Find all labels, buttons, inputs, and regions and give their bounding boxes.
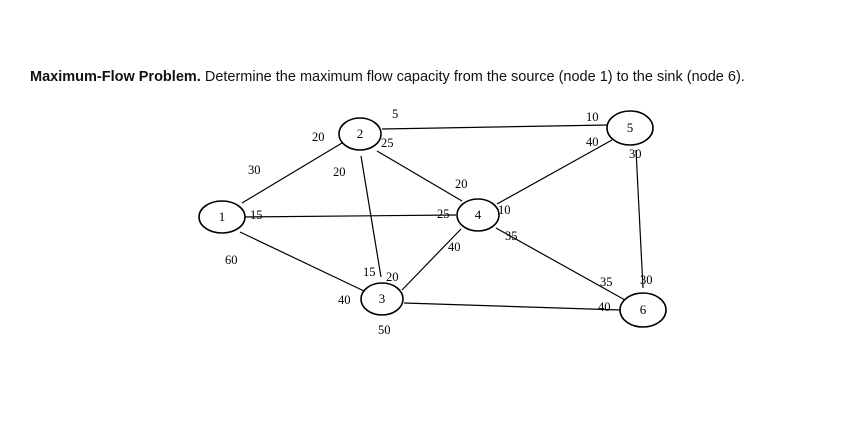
capacity-label-4-5-a: 10 bbox=[498, 203, 511, 217]
problem-title: Maximum-Flow Problem. bbox=[30, 69, 201, 85]
capacity-label-4-6-b: 35 bbox=[600, 275, 613, 289]
capacity-label-3-6-b: 40 bbox=[598, 300, 611, 314]
capacity-label-2-5-a: 5 bbox=[392, 107, 399, 121]
node-3[interactable] bbox=[361, 283, 403, 315]
edge-2-5 bbox=[382, 125, 608, 129]
node-1-label: 1 bbox=[218, 208, 226, 224]
edge-2-4 bbox=[377, 151, 462, 201]
problem-description: Determine the maximum flow capacity from the source (node 1) to the sink (node 6). bbox=[200, 69, 745, 85]
node-1[interactable] bbox=[199, 201, 245, 233]
node-2-label: 2 bbox=[356, 125, 364, 141]
edge-3-4 bbox=[402, 229, 461, 290]
node-5[interactable] bbox=[607, 111, 653, 145]
capacity-label-2-5-b: 10 bbox=[586, 110, 599, 124]
capacity-label-1-3-b: 40 bbox=[338, 293, 351, 307]
capacity-label-2-3-b: 15 bbox=[363, 265, 376, 279]
node-2[interactable] bbox=[339, 118, 381, 150]
node-5-label: 5 bbox=[626, 119, 634, 135]
capacity-label-1-4-b: 25 bbox=[437, 207, 450, 221]
node-6-label: 6 bbox=[639, 301, 647, 317]
capacity-label-2-4-b: 20 bbox=[455, 177, 468, 191]
node-6[interactable] bbox=[620, 293, 666, 327]
node-4-label: 4 bbox=[474, 206, 482, 222]
capacity-label-3-4-b: 40 bbox=[448, 240, 461, 254]
capacity-label-1-4-a: 15 bbox=[250, 208, 263, 222]
capacity-label-3-6-a: 50 bbox=[378, 323, 391, 337]
problem-statement bbox=[30, 68, 830, 86]
capacity-label-5-6-b: 30 bbox=[640, 273, 653, 287]
capacity-label-2-4-a: 20 bbox=[333, 165, 346, 179]
edge-1-4 bbox=[244, 215, 456, 217]
capacity-label-2-3-a: 25 bbox=[381, 136, 394, 150]
capacity-label-1-2-a: 30 bbox=[248, 163, 261, 177]
edge-5-6 bbox=[636, 150, 643, 288]
edge-1-3 bbox=[240, 232, 364, 291]
capacity-label-5-6-a: 30 bbox=[629, 147, 642, 161]
capacity-label-4-5-b: 40 bbox=[586, 135, 599, 149]
edge-4-5 bbox=[497, 140, 612, 204]
edge-2-3 bbox=[361, 156, 381, 277]
node-4[interactable] bbox=[457, 199, 499, 231]
capacity-label-1-2-b: 20 bbox=[312, 130, 325, 144]
network-graph bbox=[0, 96, 852, 386]
node-3-label: 3 bbox=[378, 290, 386, 306]
capacity-label-3-4-a: 20 bbox=[386, 270, 399, 284]
edge-3-6 bbox=[404, 303, 621, 310]
capacity-label-1-3-a: 60 bbox=[225, 253, 238, 267]
capacity-label-4-6-a: 35 bbox=[505, 229, 518, 243]
capacity-labels bbox=[225, 107, 653, 337]
